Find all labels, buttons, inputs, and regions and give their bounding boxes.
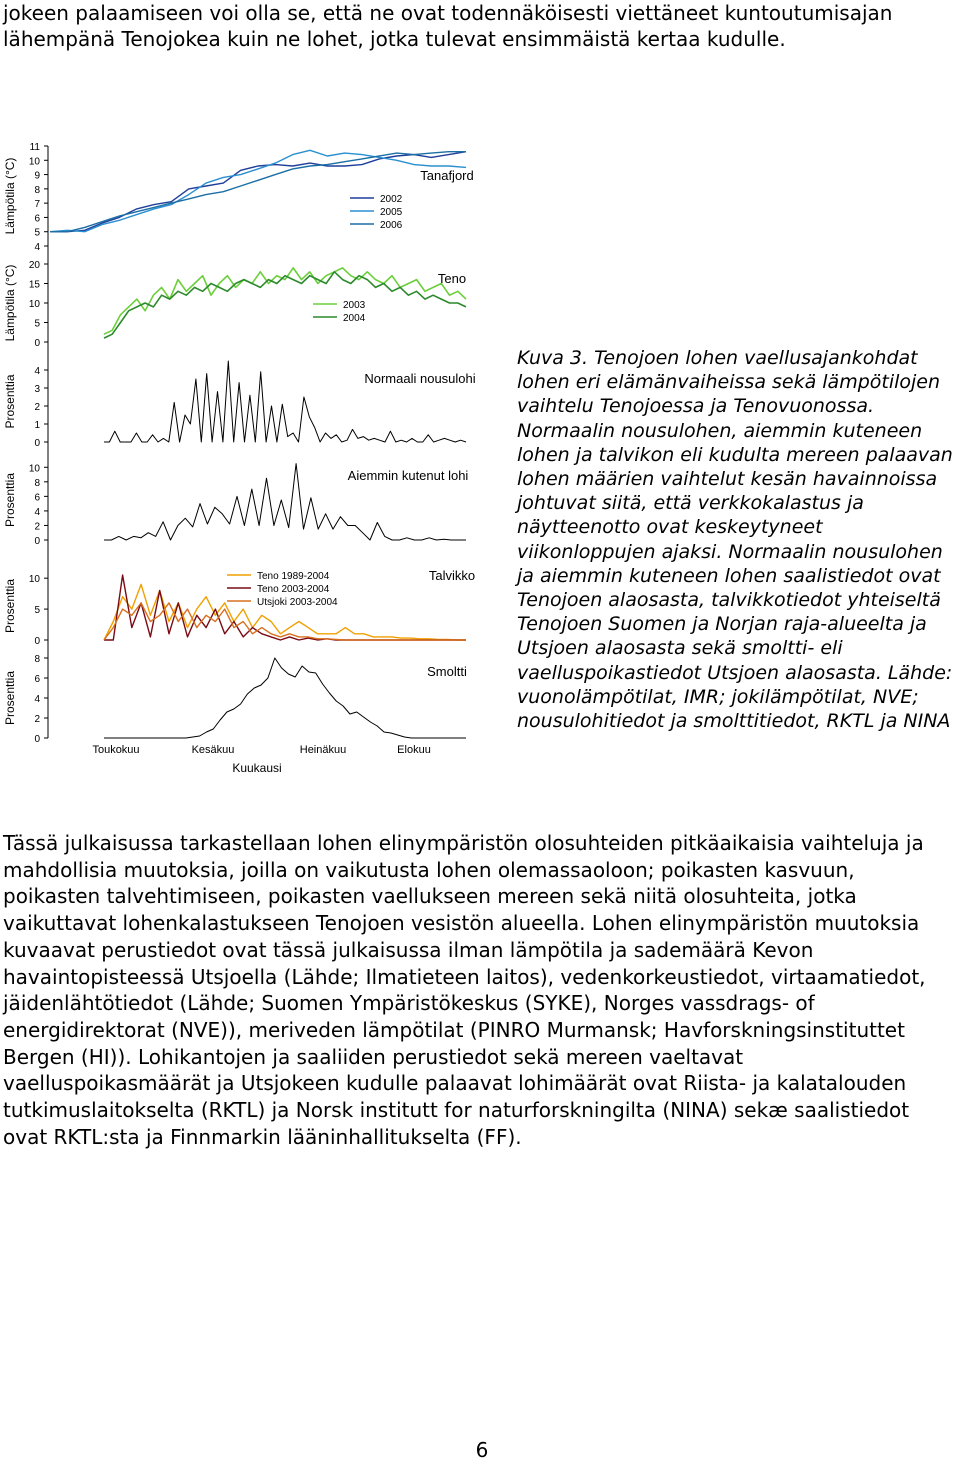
y-tick-label: 6 — [34, 213, 40, 225]
y-tick-label: 4 — [34, 694, 40, 705]
panel-label: Tanafjord — [420, 168, 474, 183]
panel-label: Talvikko — [428, 568, 476, 583]
x-tick-label: Kesäkuu — [191, 744, 235, 756]
x-tick-label: Toukokuu — [92, 744, 140, 756]
y-axis-label: Prosenttia — [3, 578, 17, 634]
legend-label: 2005 — [380, 207, 403, 218]
y-tick-label: 7 — [34, 199, 40, 211]
y-tick-label: 8 — [34, 184, 40, 196]
y-tick-label: 5 — [34, 605, 40, 617]
y-tick-label: 15 — [28, 279, 40, 291]
series-line — [50, 152, 466, 232]
x-tick-label: Heinäkuu — [299, 744, 347, 756]
y-tick-label: 5 — [34, 318, 40, 330]
y-tick-label: 6 — [34, 492, 40, 504]
intro-paragraph: jokeen palaamiseen voi olla se, että ne ovat todennäköisesti viettäneet kuntoutumisajan lähempänä Tenojokea kuin ne lohet, jotka tulevat ensimmäistä kertaa kudulle. — [3, 1, 893, 51]
y-tick-label: 5 — [34, 227, 40, 239]
y-tick-label: 1 — [34, 420, 40, 431]
y-tick-label: 0 — [34, 438, 40, 449]
y-tick-label: 4 — [34, 242, 40, 253]
y-tick-label: 10 — [28, 156, 40, 168]
x-axis-label: Kuukausi — [232, 761, 282, 775]
y-axis-label: Prosenttia — [3, 374, 17, 429]
legend-label: 2002 — [380, 194, 403, 205]
y-axis-label: Lämpötila (°C) — [3, 157, 17, 235]
y-tick-label: 2 — [34, 521, 40, 533]
figure-caption: Kuva 3. Tenojoen lohen vaellusajankohdat lohen eri elämänvaiheissa sekä lämpötilojen vaihtelu Tenojoessa ja Tenovuonossa. Normaalin nousulohen, aiemmin kuteneen lohen ja talvikon eli kudulta mereen palaavan lohen määrien vaihtelut kesän havainnoissa johtuvat siitä, että verkkokalastus ja näytteenotto ovat keskeytyneet viikonloppujen ajaksi. Normaalin nousulohen ja aiemmin kuteneen lohen saalistiedot ovat Tenojoen alaosasta, talvikkotiedot yhteiseltä Tenojoen Suomen ja Norjan raja-alueelta ja Utsjoen alaosasta sekä smoltti- eli vaelluspoikastiedot Utsjoen alaosasta. Lähde: vuonolämpötilat, IMR; jokilämpötilat, NVE; nousulohitiedot ja smolttitiedot, RKTL ja NINA — [517, 347, 953, 733]
y-tick-label: 0 — [34, 536, 40, 547]
y-tick-label: 6 — [34, 674, 40, 685]
page-number: 6 — [475, 1438, 489, 1462]
y-tick-label: 0 — [34, 734, 40, 745]
y-tick-label: 9 — [34, 170, 40, 182]
y-tick-label: 10 — [28, 574, 40, 586]
panel-label: Teno — [437, 271, 467, 286]
legend-label: Teno 1989-2004 — [257, 571, 330, 582]
legend-label: 2006 — [380, 220, 403, 231]
series-line — [104, 658, 466, 738]
y-tick-label: 8 — [34, 654, 40, 665]
legend-label: 2003 — [343, 300, 366, 311]
y-tick-label: 3 — [34, 384, 40, 395]
y-tick-label: 0 — [34, 636, 40, 647]
y-tick-label: 11 — [29, 142, 40, 153]
series-line — [104, 603, 466, 640]
y-axis-label: Lämpötila (°C) — [3, 264, 17, 342]
y-tick-label: 10 — [28, 463, 40, 475]
y-tick-label: 2 — [34, 714, 40, 725]
panel-label: Normaali nousulohi — [364, 371, 476, 386]
legend-label: Teno 2003-2004 — [257, 584, 330, 595]
y-tick-label: 8 — [34, 477, 40, 489]
y-axis-label: Prosenttia — [3, 670, 17, 726]
y-tick-label: 0 — [34, 338, 40, 349]
salmon-migration-figure — [0, 128, 505, 778]
body-paragraph: Tässä julkaisussa tarkastellaan lohen elinympäristön olosuhteiden pitkäaikaisia vaihteluja ja mahdollisia muutoksia, joilla on vaikutusta lohen olemassaoloon; poikasten kasvuun, poikasten talvehtimiseen, poikasten vaellukseen mereen sekä niitä olosuhteita, jotka vaikuttavat lohenkalastukseen Tenojoen vesistön alueella. Lohen elinympäristön muutoksia kuvaavat perustiedot ovat tässä julkaisussa ilman lämpötila ja sademäärä Kevon havaintopisteessä Utsjoella (Lähde; Ilmatieteen laitos), vedenkorkeustiedot, virtaamatiedot, jäidenlähtötiedot (Lähde; Suomen Ympäristökeskus (SYKE), Norges vassdrags- of energidirektorat (NVE)), meriveden lämpötilat (PINRO Murmansk; Havforskningsinstituttet Bergen (HI)). Lohikantojen ja saaliiden perustiedot sekä mereen vaeltavat vaelluspoikasmäärät ja Utsjokeen kudulle palaavat lohimäärät ovat Riista- ja kalatalouden tutkimuslaitokselta (RKTL) ja Norsk institutt for naturforskningilta (NINA) sekæ saalistiedot ovat RKTL:sta ja Finnmarkin lääninhallitukselta (FF). — [3, 831, 926, 1149]
y-tick-label: 20 — [28, 260, 40, 271]
legend-label: Utsjoki 2003-2004 — [257, 597, 338, 608]
y-tick-label: 10 — [28, 299, 40, 310]
legend-label: 2004 — [343, 313, 366, 324]
y-tick-label: 4 — [34, 506, 40, 518]
panel-label: Aiemmin kutenut lohi — [347, 468, 469, 483]
y-tick-label: 2 — [34, 402, 40, 413]
y-axis-label: Prosenttia — [3, 472, 17, 528]
y-tick-label: 4 — [34, 366, 40, 377]
x-tick-label: Elokuu — [397, 744, 431, 756]
panel-label: Smoltti — [427, 664, 467, 679]
